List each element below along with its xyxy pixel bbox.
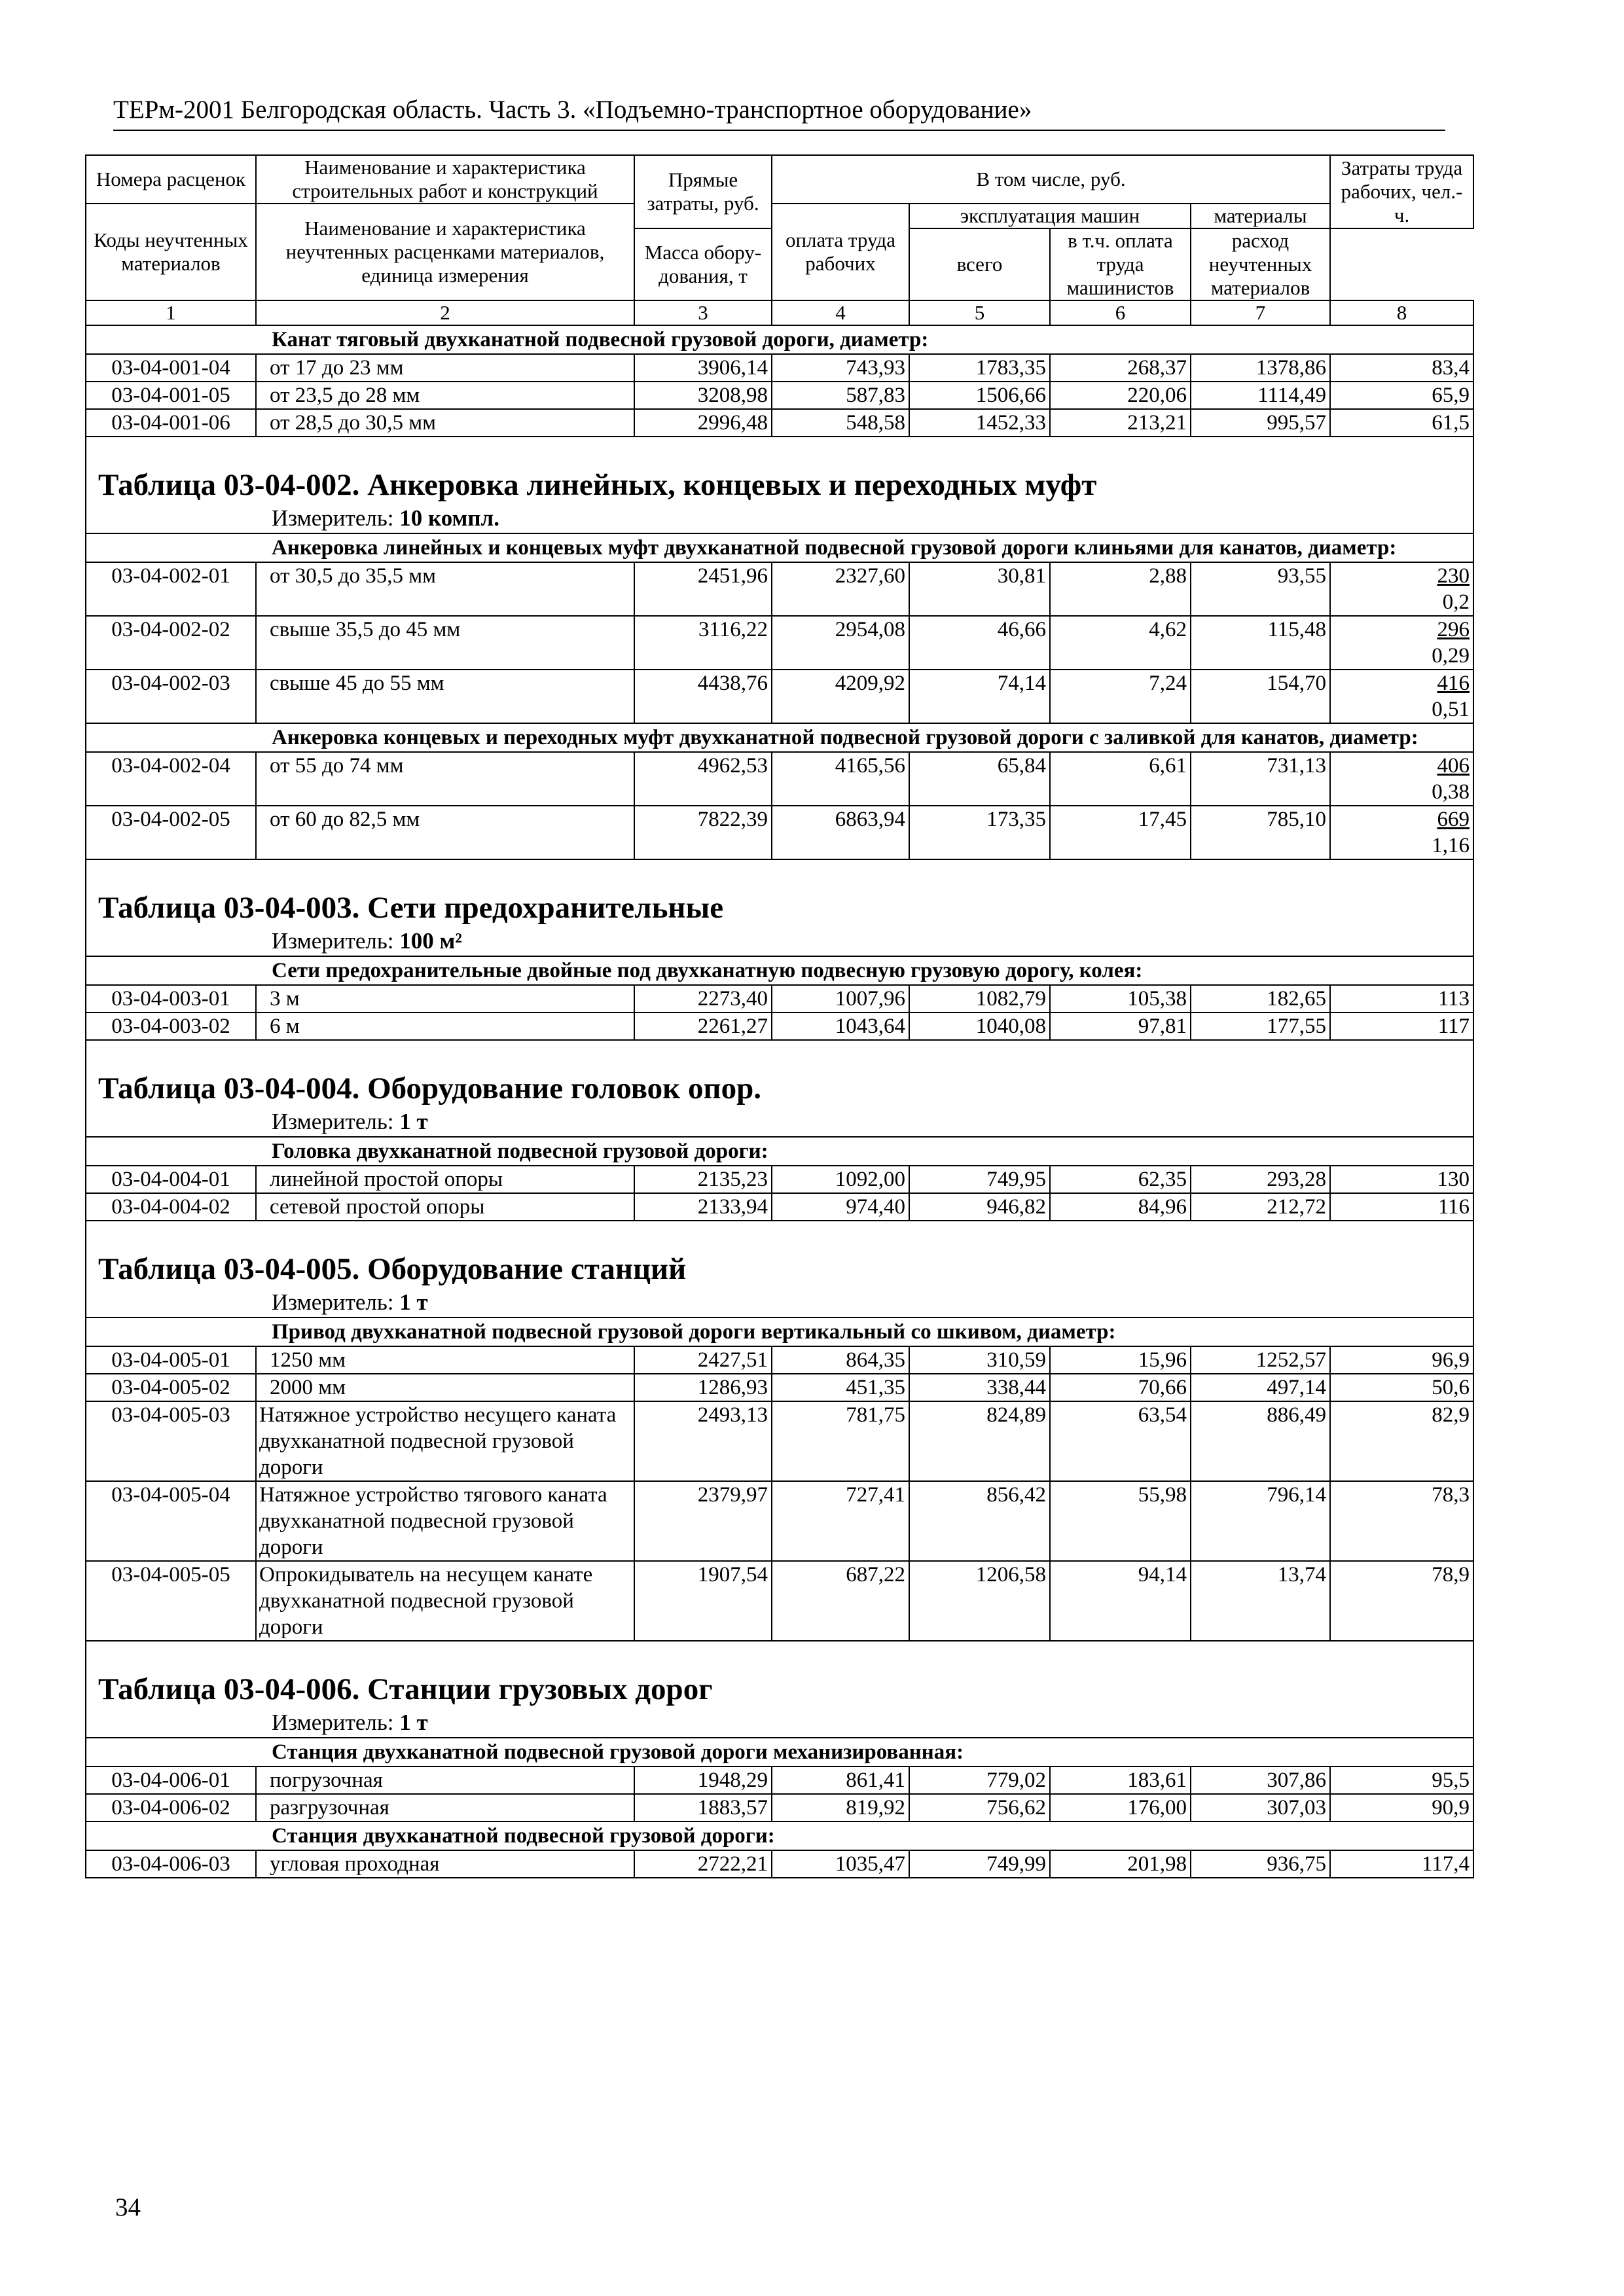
operator-pay: 63,54 xyxy=(1050,1401,1191,1481)
operator-pay: 55,98 xyxy=(1050,1481,1191,1561)
materials: 936,75 xyxy=(1191,1850,1330,1878)
work-name: 6 м xyxy=(256,1013,634,1040)
direct-costs: 2996,48 xyxy=(634,409,772,437)
group-heading: Анкеровка линейных и концевых муфт двухканатной подвесной грузовой дороги клиньями для канатов, диаметр: xyxy=(86,533,1473,562)
group-row xyxy=(86,1137,1473,1166)
column-number-1: 1 xyxy=(86,300,256,325)
labor-hours: 78,9 xyxy=(1432,1563,1470,1587)
direct-costs: 4438,76 xyxy=(634,670,772,723)
table-row xyxy=(86,382,1473,409)
page-number: 34 xyxy=(115,2193,141,2221)
operator-pay: 84,96 xyxy=(1050,1193,1191,1221)
group-row xyxy=(86,723,1473,752)
materials: 177,55 xyxy=(1191,1013,1330,1040)
labor-hours-cell xyxy=(1330,1481,1473,1561)
group-heading: Анкеровка концевых и переходных муфт двухканатной подвесной грузовой дороги с заливкой для канатов, диаметр: xyxy=(86,723,1473,752)
table-title-row xyxy=(86,1040,1473,1137)
operator-pay: 268,37 xyxy=(1050,354,1191,382)
labor-hours: 78,3 xyxy=(1432,1483,1470,1507)
table-row xyxy=(86,1850,1473,1878)
work-name: разгрузочная xyxy=(256,1794,634,1821)
equipment-mass: 1,16 xyxy=(1432,834,1470,857)
rate-code: 03-04-002-01 xyxy=(86,562,256,616)
work-name: линейной простой опоры xyxy=(256,1166,634,1193)
labor-hours: 230 xyxy=(1437,564,1470,588)
labor-hours-cell xyxy=(1330,382,1473,409)
machines-total: 1506,66 xyxy=(909,382,1050,409)
worker-pay: 1007,96 xyxy=(772,985,909,1013)
machines-total: 756,62 xyxy=(909,1794,1050,1821)
table-row xyxy=(86,1013,1473,1040)
rate-code: 03-04-001-06 xyxy=(86,409,256,437)
table-measure xyxy=(86,1288,1473,1317)
rate-code: 03-04-003-01 xyxy=(86,985,256,1013)
direct-costs: 3208,98 xyxy=(634,382,772,409)
labor-hours-cell xyxy=(1330,1166,1473,1193)
materials: 1252,57 xyxy=(1191,1346,1330,1374)
worker-pay: 819,92 xyxy=(772,1794,909,1821)
direct-costs: 2427,51 xyxy=(634,1346,772,1374)
labor-hours: 117,4 xyxy=(1422,1852,1470,1876)
rate-code: 03-04-002-03 xyxy=(86,670,256,723)
labor-hours: 61,5 xyxy=(1432,411,1470,435)
worker-pay: 2327,60 xyxy=(772,562,909,616)
direct-costs: 2273,40 xyxy=(634,985,772,1013)
worker-pay: 974,40 xyxy=(772,1193,909,1221)
rate-code: 03-04-001-05 xyxy=(86,382,256,409)
worker-pay: 587,83 xyxy=(772,382,909,409)
table-title-row xyxy=(86,859,1473,956)
direct-costs: 2133,94 xyxy=(634,1193,772,1221)
equipment-mass: 0,51 xyxy=(1432,698,1470,721)
labor-hours: 416 xyxy=(1437,672,1470,695)
table-row xyxy=(86,1401,1473,1481)
labor-hours-cell xyxy=(1330,670,1473,723)
table-header xyxy=(86,155,1473,325)
labor-hours: 50,6 xyxy=(1432,1376,1470,1399)
direct-costs: 4962,53 xyxy=(634,752,772,806)
measure-label: Измеритель: xyxy=(272,1109,400,1134)
work-name: Натяжное устройство тягового каната двухканатной подвесной грузовой дороги xyxy=(256,1481,634,1561)
measure-value: 10 компл. xyxy=(399,505,499,531)
machines-total: 749,99 xyxy=(909,1850,1050,1878)
direct-costs: 3116,22 xyxy=(634,616,772,670)
worker-pay: 743,93 xyxy=(772,354,909,382)
direct-costs: 2261,27 xyxy=(634,1013,772,1040)
column-number-8: 8 xyxy=(1330,300,1473,325)
table-title: Таблица 03-04-005. Оборудование станций xyxy=(98,1252,687,1286)
labor-hours-cell xyxy=(1330,1401,1473,1481)
rate-code: 03-04-002-05 xyxy=(86,806,256,859)
header-work-name: Наименование и характеристика строительных работ и конструкций xyxy=(256,155,634,204)
column-number-2: 2 xyxy=(256,300,634,325)
header-material-codes: Коды неучтенных материалов xyxy=(86,204,256,300)
group-heading: Станция двухканатной подвесной грузовой дороги механизированная: xyxy=(86,1738,1473,1767)
worker-pay: 2954,08 xyxy=(772,616,909,670)
work-name: от 28,5 до 30,5 мм xyxy=(256,409,634,437)
machines-total: 779,02 xyxy=(909,1767,1050,1794)
rate-code: 03-04-006-02 xyxy=(86,1794,256,1821)
header-equipment-mass: Масса обору-дования, т xyxy=(634,228,772,300)
measure-label: Измеритель: xyxy=(272,505,400,531)
table-measure xyxy=(86,504,1473,533)
worker-pay: 1035,47 xyxy=(772,1850,909,1878)
measure-value: 1 т xyxy=(399,1710,428,1735)
group-row xyxy=(86,533,1473,562)
labor-hours: 296 xyxy=(1437,618,1470,641)
column-number-4: 4 xyxy=(772,300,909,325)
labor-hours-cell xyxy=(1330,1346,1473,1374)
header-materials: материалы xyxy=(1191,204,1330,228)
labor-hours-cell xyxy=(1330,1767,1473,1794)
group-heading: Привод двухканатной подвесной грузовой дороги вертикальный со шкивом, диаметр: xyxy=(86,1318,1473,1346)
direct-costs: 2722,21 xyxy=(634,1850,772,1878)
work-name: 1250 мм xyxy=(256,1346,634,1374)
work-name: Натяжное устройство несущего каната двухканатной подвесной грузовой дороги xyxy=(256,1401,634,1481)
work-name: 2000 мм xyxy=(256,1374,634,1401)
group-row xyxy=(86,1821,1473,1850)
table-title: Таблица 03-04-006. Станции грузовых дорог xyxy=(98,1672,713,1706)
direct-costs: 1286,93 xyxy=(634,1374,772,1401)
column-number-6: 6 xyxy=(1050,300,1191,325)
measure-label: Измеритель: xyxy=(272,1289,400,1315)
column-number-3: 3 xyxy=(634,300,772,325)
direct-costs: 1907,54 xyxy=(634,1561,772,1641)
labor-hours: 96,9 xyxy=(1432,1348,1470,1372)
work-name: сетевой простой опоры xyxy=(256,1193,634,1221)
operator-pay: 176,00 xyxy=(1050,1794,1191,1821)
labor-hours-cell xyxy=(1330,1013,1473,1040)
header-unaccounted-materials: расход неучтенных материалов xyxy=(1191,228,1330,300)
operator-pay: 94,14 xyxy=(1050,1561,1191,1641)
worker-pay: 6863,94 xyxy=(772,806,909,859)
table-title-cell xyxy=(86,859,1473,956)
materials: 497,14 xyxy=(1191,1374,1330,1401)
group-row xyxy=(86,1738,1473,1767)
table-row xyxy=(86,409,1473,437)
column-number-5: 5 xyxy=(909,300,1050,325)
table-title-row xyxy=(86,437,1473,533)
equipment-mass: 0,38 xyxy=(1432,780,1470,804)
work-name: 3 м xyxy=(256,985,634,1013)
header-direct-costs: Прямые затраты, руб. xyxy=(634,155,772,228)
labor-hours-cell xyxy=(1330,1193,1473,1221)
work-name: угловая проходная xyxy=(256,1850,634,1878)
table-title: Таблица 03-04-004. Оборудование головок опор. xyxy=(98,1071,761,1105)
rate-code: 03-04-001-04 xyxy=(86,354,256,382)
rates-document xyxy=(85,154,1473,1878)
table-measure xyxy=(86,1107,1473,1136)
measure-value: 100 м² xyxy=(399,928,462,954)
worker-pay: 781,75 xyxy=(772,1401,909,1481)
table-title-row xyxy=(86,1221,1473,1318)
operator-pay: 15,96 xyxy=(1050,1346,1191,1374)
worker-pay: 451,35 xyxy=(772,1374,909,1401)
direct-costs: 7822,39 xyxy=(634,806,772,859)
header-material-name: Наименование и характеристика неучтенных расценками материалов, единица измерения xyxy=(256,204,634,300)
materials: 1114,49 xyxy=(1191,382,1330,409)
table-body xyxy=(86,325,1473,1878)
operator-pay: 70,66 xyxy=(1050,1374,1191,1401)
rate-code: 03-04-005-04 xyxy=(86,1481,256,1561)
column-number-7: 7 xyxy=(1191,300,1330,325)
materials: 93,55 xyxy=(1191,562,1330,616)
direct-costs: 2379,97 xyxy=(634,1481,772,1561)
machines-total: 1082,79 xyxy=(909,985,1050,1013)
header-machines-total: всего xyxy=(909,228,1050,300)
work-name: от 17 до 23 мм xyxy=(256,354,634,382)
page-header: ТЕРм-2001 Белгородская область. Часть 3. «Подъемно-транспортное оборудование» xyxy=(113,94,1445,131)
operator-pay: 4,62 xyxy=(1050,616,1191,670)
header-rate-numbers: Номера расценок xyxy=(86,155,256,204)
materials: 307,86 xyxy=(1191,1767,1330,1794)
labor-hours-cell xyxy=(1330,562,1473,616)
work-name: свыше 45 до 55 мм xyxy=(256,670,634,723)
machines-total: 65,84 xyxy=(909,752,1050,806)
operator-pay: 183,61 xyxy=(1050,1767,1191,1794)
materials: 796,14 xyxy=(1191,1481,1330,1561)
materials: 182,65 xyxy=(1191,985,1330,1013)
worker-pay: 4165,56 xyxy=(772,752,909,806)
direct-costs: 2493,13 xyxy=(634,1401,772,1481)
labor-hours-cell xyxy=(1330,1561,1473,1641)
measure-label: Измеритель: xyxy=(272,1710,400,1735)
operator-pay: 213,21 xyxy=(1050,409,1191,437)
labor-hours: 117 xyxy=(1437,1014,1470,1038)
group-heading: Станция двухканатной подвесной грузовой дороги: xyxy=(86,1821,1473,1850)
labor-hours-cell xyxy=(1330,1794,1473,1821)
group-row xyxy=(86,325,1473,354)
operator-pay: 7,24 xyxy=(1050,670,1191,723)
table-row xyxy=(86,752,1473,806)
materials: 785,10 xyxy=(1191,806,1330,859)
work-name: от 55 до 74 мм xyxy=(256,752,634,806)
machines-total: 338,44 xyxy=(909,1374,1050,1401)
direct-costs: 1883,57 xyxy=(634,1794,772,1821)
direct-costs: 1948,29 xyxy=(634,1767,772,1794)
materials: 154,70 xyxy=(1191,670,1330,723)
machines-total: 749,95 xyxy=(909,1166,1050,1193)
table-measure xyxy=(86,927,1473,956)
table-row xyxy=(86,1374,1473,1401)
table-row xyxy=(86,616,1473,670)
machines-total: 1783,35 xyxy=(909,354,1050,382)
work-name: свыше 35,5 до 45 мм xyxy=(256,616,634,670)
rate-code: 03-04-006-03 xyxy=(86,1850,256,1878)
worker-pay: 548,58 xyxy=(772,409,909,437)
table-row xyxy=(86,562,1473,616)
materials: 886,49 xyxy=(1191,1401,1330,1481)
table-row xyxy=(86,354,1473,382)
table-title-row xyxy=(86,1641,1473,1738)
machines-total: 74,14 xyxy=(909,670,1050,723)
table-row xyxy=(86,1481,1473,1561)
labor-hours-cell xyxy=(1330,985,1473,1013)
labor-hours-cell xyxy=(1330,806,1473,859)
materials: 13,74 xyxy=(1191,1561,1330,1641)
materials: 1378,86 xyxy=(1191,354,1330,382)
operator-pay: 17,45 xyxy=(1050,806,1191,859)
labor-hours: 113 xyxy=(1437,987,1470,1011)
measure-value: 1 т xyxy=(399,1289,428,1315)
machines-total: 46,66 xyxy=(909,616,1050,670)
machines-total: 1206,58 xyxy=(909,1561,1050,1641)
work-name: от 60 до 82,5 мм xyxy=(256,806,634,859)
labor-hours: 130 xyxy=(1437,1168,1470,1191)
group-heading: Сети предохранительные двойные под двухканатную подвесную грузовую дорогу, колея: xyxy=(86,956,1473,985)
work-name: от 30,5 до 35,5 мм xyxy=(256,562,634,616)
labor-hours: 90,9 xyxy=(1432,1796,1470,1820)
table-row xyxy=(86,985,1473,1013)
rate-code: 03-04-002-04 xyxy=(86,752,256,806)
table-title-cell xyxy=(86,1221,1473,1318)
table-title: Таблица 03-04-002. Анкеровка линейных, концевых и переходных муфт xyxy=(98,468,1097,502)
header-operator-pay: в т.ч. оплата труда машинистов xyxy=(1050,228,1191,300)
materials: 293,28 xyxy=(1191,1166,1330,1193)
direct-costs: 2451,96 xyxy=(634,562,772,616)
rate-code: 03-04-003-02 xyxy=(86,1013,256,1040)
rate-code: 03-04-002-02 xyxy=(86,616,256,670)
machines-total: 310,59 xyxy=(909,1346,1050,1374)
labor-hours: 82,9 xyxy=(1432,1403,1470,1427)
measure-label: Измеритель: xyxy=(272,928,400,954)
machines-total: 1040,08 xyxy=(909,1013,1050,1040)
header-including: В том числе, руб. xyxy=(772,155,1330,204)
equipment-mass: 0,2 xyxy=(1442,590,1470,614)
operator-pay: 220,06 xyxy=(1050,382,1191,409)
rate-code: 03-04-005-01 xyxy=(86,1346,256,1374)
labor-hours-cell xyxy=(1330,1374,1473,1401)
table-row xyxy=(86,1561,1473,1641)
table-row xyxy=(86,1166,1473,1193)
labor-hours-cell xyxy=(1330,1850,1473,1878)
labor-hours: 65,9 xyxy=(1432,384,1470,407)
table-row xyxy=(86,1767,1473,1794)
labor-hours: 116 xyxy=(1437,1195,1470,1219)
machines-total: 856,42 xyxy=(909,1481,1050,1561)
labor-hours: 406 xyxy=(1437,754,1470,778)
rate-code: 03-04-004-01 xyxy=(86,1166,256,1193)
header-worker-pay: оплата труда рабочих xyxy=(772,204,909,300)
machines-total: 824,89 xyxy=(909,1401,1050,1481)
direct-costs: 3906,14 xyxy=(634,354,772,382)
work-name: Опрокидыватель на несущем канате двухканатной подвесной грузовой дороги xyxy=(256,1561,634,1641)
rate-code: 03-04-006-01 xyxy=(86,1767,256,1794)
labor-hours-cell xyxy=(1330,354,1473,382)
header-machine-operation: эксплуатация машин xyxy=(909,204,1191,228)
equipment-mass: 0,29 xyxy=(1432,644,1470,668)
table-row xyxy=(86,806,1473,859)
machines-total: 173,35 xyxy=(909,806,1050,859)
work-name: погрузочная xyxy=(256,1767,634,1794)
group-heading: Канат тяговый двухканатной подвесной грузовой дороги, диаметр: xyxy=(86,325,1473,354)
labor-hours-cell xyxy=(1330,409,1473,437)
operator-pay: 97,81 xyxy=(1050,1013,1191,1040)
labor-hours: 95,5 xyxy=(1432,1768,1470,1792)
machines-total: 946,82 xyxy=(909,1193,1050,1221)
materials: 307,03 xyxy=(1191,1794,1330,1821)
machines-total: 30,81 xyxy=(909,562,1050,616)
operator-pay: 6,61 xyxy=(1050,752,1191,806)
materials: 115,48 xyxy=(1191,616,1330,670)
rate-code: 03-04-005-05 xyxy=(86,1561,256,1641)
labor-hours: 83,4 xyxy=(1432,356,1470,380)
rate-code: 03-04-005-03 xyxy=(86,1401,256,1481)
rate-code: 03-04-005-02 xyxy=(86,1374,256,1401)
rates-table xyxy=(85,154,1474,1878)
operator-pay: 105,38 xyxy=(1050,985,1191,1013)
rate-code: 03-04-004-02 xyxy=(86,1193,256,1221)
machines-total: 1452,33 xyxy=(909,409,1050,437)
measure-value: 1 т xyxy=(399,1109,428,1134)
group-row xyxy=(86,956,1473,985)
table-title-cell xyxy=(86,1040,1473,1137)
group-row xyxy=(86,1318,1473,1346)
table-measure xyxy=(86,1708,1473,1737)
table-row xyxy=(86,670,1473,723)
worker-pay: 727,41 xyxy=(772,1481,909,1561)
worker-pay: 1092,00 xyxy=(772,1166,909,1193)
worker-pay: 687,22 xyxy=(772,1561,909,1641)
operator-pay: 62,35 xyxy=(1050,1166,1191,1193)
materials: 212,72 xyxy=(1191,1193,1330,1221)
labor-hours-cell xyxy=(1330,616,1473,670)
operator-pay: 2,88 xyxy=(1050,562,1191,616)
group-heading: Головка двухканатной подвесной грузовой дороги: xyxy=(86,1137,1473,1166)
column-numbers-row xyxy=(86,300,1473,325)
labor-hours-cell xyxy=(1330,752,1473,806)
materials: 731,13 xyxy=(1191,752,1330,806)
table-title-cell xyxy=(86,437,1473,533)
direct-costs: 2135,23 xyxy=(634,1166,772,1193)
worker-pay: 4209,92 xyxy=(772,670,909,723)
table-title: Таблица 03-04-003. Сети предохранительные xyxy=(98,891,724,925)
worker-pay: 861,41 xyxy=(772,1767,909,1794)
labor-hours: 669 xyxy=(1437,808,1470,831)
materials: 995,57 xyxy=(1191,409,1330,437)
worker-pay: 1043,64 xyxy=(772,1013,909,1040)
table-row xyxy=(86,1193,1473,1221)
header-labor-hours: Затраты труда рабочих, чел.-ч. xyxy=(1330,155,1473,228)
table-title-cell xyxy=(86,1641,1473,1738)
table-row xyxy=(86,1346,1473,1374)
operator-pay: 201,98 xyxy=(1050,1850,1191,1878)
worker-pay: 864,35 xyxy=(772,1346,909,1374)
work-name: от 23,5 до 28 мм xyxy=(256,382,634,409)
table-row xyxy=(86,1794,1473,1821)
